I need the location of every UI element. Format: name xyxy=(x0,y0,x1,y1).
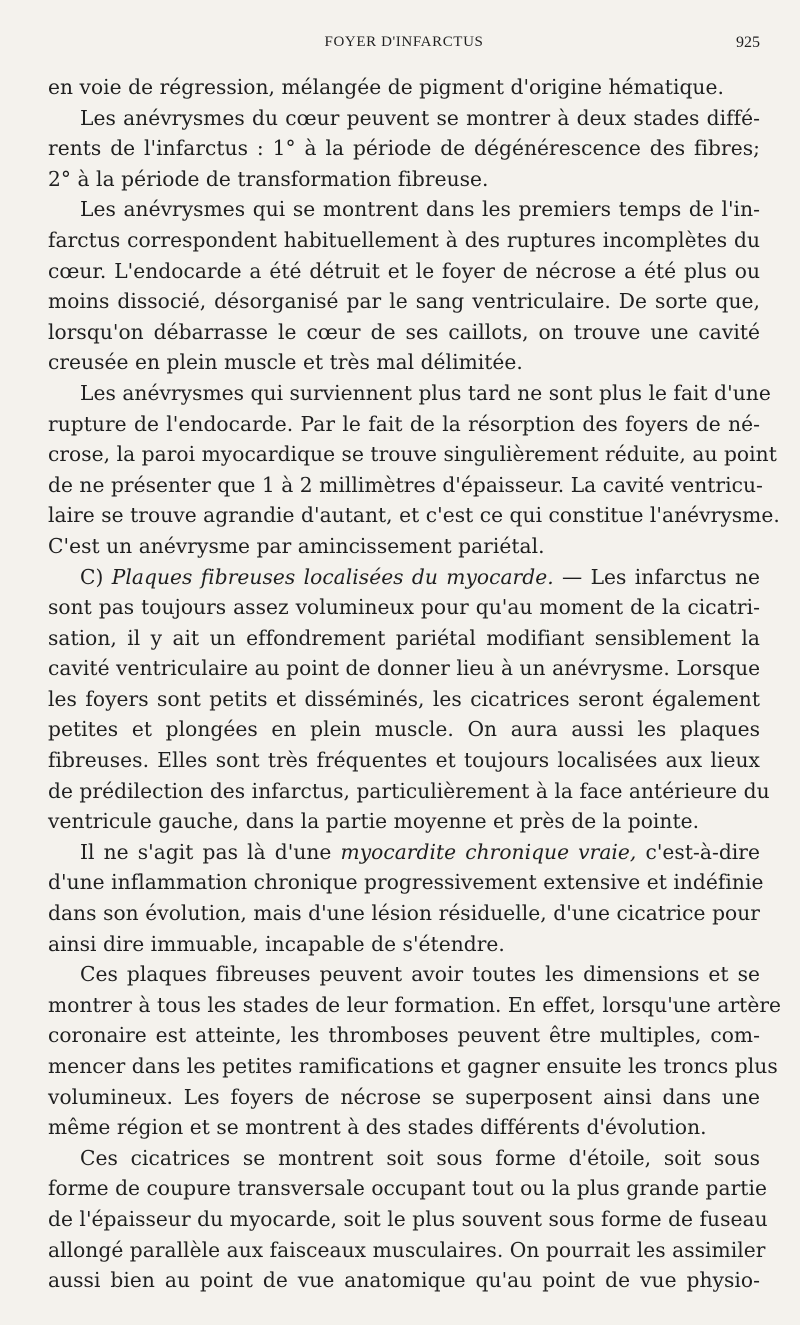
text-line: crose, la paroi myocardique se trouve singulièrement réduite, au point xyxy=(48,442,777,467)
text-segment: Il ne s'agit pas là d'une xyxy=(80,839,341,864)
text-line: ventricule gauche, dans la partie moyenne et près de la pointe. xyxy=(48,809,700,834)
text-line: aussi bien au point de vue anatomique qu'au point de vue physio- xyxy=(48,1268,760,1293)
italic-phrase: myocardite chronique vraie, xyxy=(340,839,637,864)
text-line: sation, il y ait un effondrement pariétal modifiant sensiblement la xyxy=(48,625,760,650)
text-line xyxy=(48,837,760,868)
text-line: Ces cicatrices se montrent soit sous forme d'étoile, soit sous xyxy=(80,1145,760,1170)
text-line: même région et se montrent à des stades différents d'évolution. xyxy=(48,1115,707,1140)
text-line xyxy=(48,562,760,593)
text-segment: c'est-à-dire xyxy=(636,839,760,864)
text-line: fibreuses. Elles sont très fréquentes et toujours localisées aux lieux xyxy=(48,748,760,773)
text-line: rents de l'infarctus : 1° à la période de dégénérescence des fibres; xyxy=(48,136,760,161)
text-line: laire se trouve agrandie d'autant, et c'est ce qui constitue l'anévrysme. xyxy=(48,503,780,528)
text-line: Les anévrysmes qui surviennent plus tard ne sont plus le fait d'une xyxy=(80,380,771,405)
text-line: les foyers sont petits et disséminés, les cicatrices seront également xyxy=(48,686,760,711)
text-line: moins dissocié, désorganisé par le sang ventriculaire. De sorte que, xyxy=(48,289,760,314)
text-line: de prédilection des infarctus, particulièrement à la face antérieure du xyxy=(48,778,770,803)
text-line: creusée en plein muscle et très mal délimitée. xyxy=(48,350,523,375)
text-line: C'est un anévrysme par amincissement pariétal. xyxy=(48,533,545,558)
text-line: sont pas toujours assez volumineux pour qu'au moment de la cicatri- xyxy=(48,595,760,620)
text-line: cavité ventriculaire au point de donner lieu à un anévrysme. Lorsque xyxy=(48,656,761,681)
text-line: 2° à la période de transformation fibreuse. xyxy=(48,166,489,191)
text-line: ainsi dire immuable, incapable de s'étendre. xyxy=(48,931,505,956)
body-text xyxy=(48,72,782,1296)
text-line: cœur. L'endocarde a été détruit et le foyer de nécrose a été plus ou xyxy=(48,258,760,283)
text-line: Les anévrysmes du cœur peuvent se montrer à deux stades diffé- xyxy=(80,105,760,130)
text-line: petites et plongées en plein muscle. On aura aussi les plaques xyxy=(48,717,760,742)
page-number: 925 xyxy=(736,34,760,51)
text-line: forme de coupure transversale occupant tout ou la plus grande partie xyxy=(48,1176,767,1201)
text-line: volumineux. Les foyers de nécrose se superposent ainsi dans une xyxy=(48,1084,760,1109)
text-line: Ces plaques fibreuses peuvent avoir toutes les dimensions et se xyxy=(80,962,760,987)
text-line: dans son évolution, mais d'une lésion résiduelle, d'une cicatrice pour xyxy=(48,901,760,926)
italic-phrase: Plaques fibreuses localisées du myocarde. xyxy=(111,564,554,589)
text-line: mencer dans les petites ramifications et gagner ensuite les troncs plus xyxy=(48,1054,778,1078)
text-line: coronaire est atteinte, les thromboses peuvent être multiples, com- xyxy=(48,1023,760,1048)
text-segment: C) xyxy=(80,564,112,589)
text-line: farctus correspondent habituellement à des ruptures incomplètes du xyxy=(48,227,760,252)
text-line: allongé parallèle aux faisceaux musculaires. On pourrait les assimiler xyxy=(48,1237,766,1262)
running-head: FOYER D'INFARCTUS xyxy=(324,34,484,50)
text-segment: — Les infarctus ne xyxy=(553,564,760,589)
text-line: Les anévrysmes qui se montrent dans les premiers temps de l'in- xyxy=(80,197,760,222)
text-line: lorsqu'on débarrasse le cœur de ses caillots, on trouve une cavité xyxy=(48,319,760,344)
text-line: montrer à tous les stades de leur formation. En effet, lorsqu'une artère xyxy=(48,992,782,1017)
page-header xyxy=(48,34,760,60)
text-line: rupture de l'endocarde. Par le fait de la résorption des foyers de né- xyxy=(48,411,760,436)
text-line: d'une inflammation chronique progressivement extensive et indéfinie xyxy=(48,870,764,895)
text-line: de l'épaisseur du myocarde, soit le plus souvent sous forme de fuseau xyxy=(48,1206,768,1231)
text-line: en voie de régression, mélangée de pigment d'origine hématique. xyxy=(48,75,724,99)
text-line: de ne présenter que 1 à 2 millimètres d'épaisseur. La cavité ventricu- xyxy=(48,472,763,497)
